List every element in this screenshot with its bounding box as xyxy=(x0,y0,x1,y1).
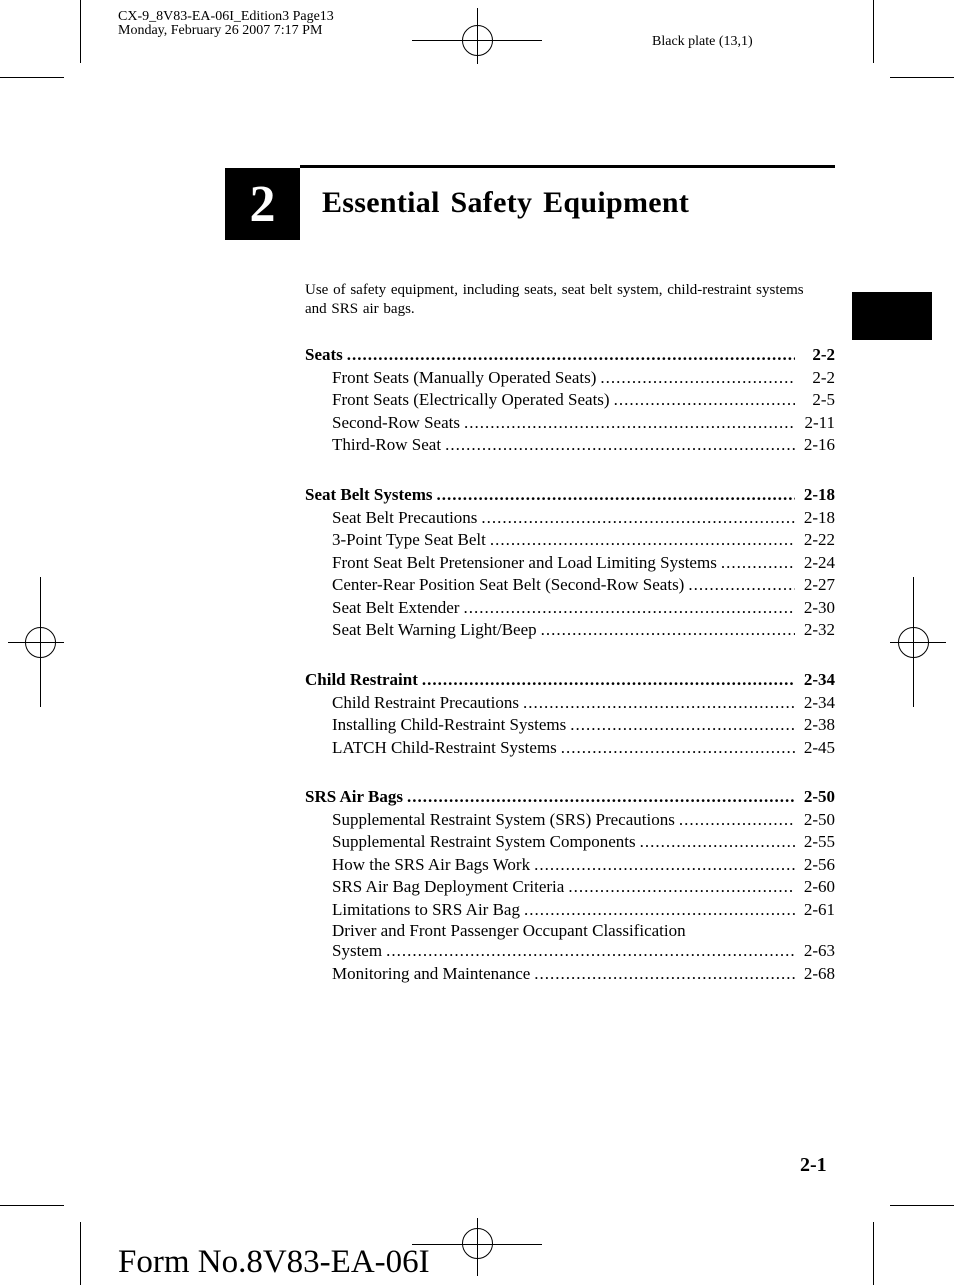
toc-entry-page: 2-18 xyxy=(803,507,835,527)
toc-entry-page: 2-50 xyxy=(803,809,835,829)
toc-entry-title-line1: Driver and Front Passenger Occupant Classification xyxy=(332,921,686,940)
toc-entry-title: Front Seat Belt Pretensioner and Load Limiting Systems xyxy=(332,552,717,572)
toc-section-seats xyxy=(305,344,835,457)
toc-entry[interactable] xyxy=(305,507,835,530)
toc-heading-page: 2-18 xyxy=(803,485,835,504)
toc-entry-page: 2-11 xyxy=(804,412,835,432)
toc-entry[interactable] xyxy=(305,552,835,575)
chapter-number: 2 xyxy=(225,168,300,240)
toc-heading-title: Seats xyxy=(305,345,343,364)
toc-entry[interactable] xyxy=(305,434,835,457)
toc-heading-page: 2-34 xyxy=(803,670,835,689)
toc-entry-title: Seat Belt Warning Light/Beep xyxy=(332,620,537,639)
toc-entry[interactable] xyxy=(305,574,835,597)
intro-paragraph: Use of safety equipment, including seats, seat belt system, child-restraint systems and SRS air bags. xyxy=(305,282,804,317)
toc-entry-page: 2-38 xyxy=(803,715,835,734)
toc-entry[interactable] xyxy=(305,619,835,642)
toc-entry-title: Limitations to SRS Air Bag xyxy=(332,899,520,919)
toc-entry-page: 2-24 xyxy=(803,552,835,572)
toc-heading-title: Child Restraint xyxy=(305,670,418,689)
toc-entry-title: Installing Child-Restraint Systems xyxy=(332,715,567,734)
toc-entry-title: Monitoring and Maintenance xyxy=(332,963,531,983)
toc-entry-page: 2-27 xyxy=(803,575,835,594)
toc-heading[interactable] xyxy=(305,669,835,692)
toc-heading-page: 2-2 xyxy=(812,345,835,364)
toc-heading[interactable] xyxy=(305,484,835,507)
plate-label: Black plate (13,1) xyxy=(652,34,753,49)
toc-entry[interactable] xyxy=(305,809,835,832)
toc-entry-page: 2-32 xyxy=(803,620,835,639)
toc-entry-page: 2-30 xyxy=(803,597,835,617)
toc-entry-page: 2-34 xyxy=(803,692,835,712)
toc-entry-title: Front Seats (Manually Operated Seats) xyxy=(332,367,597,387)
toc-entry-title: Supplemental Restraint System Components xyxy=(332,832,636,851)
toc-entry[interactable] xyxy=(305,854,835,877)
toc-entry-page: 2-2 xyxy=(812,367,835,387)
file-name-line: CX-9_8V83-EA-06I_Edition3 Page13 xyxy=(118,9,334,24)
toc-entry-title: Seat Belt Precautions xyxy=(332,507,478,527)
toc-entry[interactable] xyxy=(305,692,835,715)
toc-entry[interactable] xyxy=(305,529,835,552)
toc-entry-page: 2-56 xyxy=(803,854,835,874)
toc-entry-title: 3-Point Type Seat Belt xyxy=(332,530,486,549)
toc-section-seat-belt-systems xyxy=(305,484,835,642)
toc-entry[interactable] xyxy=(305,714,835,737)
toc-entry-page: 2-22 xyxy=(803,530,835,549)
toc-entry-page: 2-45 xyxy=(803,737,835,757)
toc-entry[interactable] xyxy=(305,412,835,435)
toc-entry[interactable] xyxy=(305,597,835,620)
toc-entry-page: 2-68 xyxy=(803,963,835,983)
toc-entry-title: LATCH Child-Restraint Systems xyxy=(332,737,557,757)
toc-entry[interactable] xyxy=(305,389,835,412)
date-line: Monday, February 26 2007 7:17 PM xyxy=(118,23,323,38)
toc-heading-title: SRS Air Bags xyxy=(305,787,403,806)
toc-section-child-restraint xyxy=(305,669,835,759)
toc-entry[interactable] xyxy=(305,876,835,899)
toc-entry-page: 2-63 xyxy=(803,941,835,960)
toc-entry-title: Seat Belt Extender xyxy=(332,597,460,617)
toc-entry-page: 2-5 xyxy=(812,390,835,409)
toc-entry-title: How the SRS Air Bags Work xyxy=(332,854,531,874)
chapter-side-tab xyxy=(852,292,932,340)
toc-entry[interactable] xyxy=(305,367,835,390)
page-number: 2-1 xyxy=(800,1154,827,1176)
toc-entry[interactable] xyxy=(305,831,835,854)
toc-entry[interactable] xyxy=(305,737,835,760)
toc-heading[interactable] xyxy=(305,344,835,367)
toc-entry-page: 2-16 xyxy=(803,435,835,454)
toc-heading-page: 2-50 xyxy=(803,787,835,806)
toc-entry-title: Third-Row Seat xyxy=(332,435,442,454)
toc-entry-title: SRS Air Bag Deployment Criteria xyxy=(332,877,565,896)
toc-entry-title: Supplemental Restraint System (SRS) Precautions xyxy=(332,809,675,829)
toc-heading-title: Seat Belt Systems xyxy=(305,485,433,504)
toc-entry-page: 2-60 xyxy=(803,877,835,896)
toc-entry-page: 2-61 xyxy=(803,899,835,919)
form-number: Form No.8V83-EA-06I xyxy=(118,1244,430,1280)
toc-entry-multiline[interactable] xyxy=(305,921,835,963)
toc-entry-page: 2-55 xyxy=(803,832,835,851)
toc-entry-title: Front Seats (Electrically Operated Seats) xyxy=(332,390,610,409)
toc-heading[interactable] xyxy=(305,786,835,809)
toc-entry-title: Second-Row Seats xyxy=(332,412,460,432)
chapter-rule xyxy=(300,165,835,168)
toc-section-srs-air-bags xyxy=(305,786,835,985)
chapter-title: Essential Safety Equipment xyxy=(322,186,690,219)
toc-entry-title: Child Restraint Precautions xyxy=(332,692,519,712)
toc-entry-title: Center-Rear Position Seat Belt (Second-Row Seats) xyxy=(332,575,685,594)
toc-entry[interactable] xyxy=(305,963,835,986)
toc-entry[interactable] xyxy=(305,899,835,922)
toc-entry-title: System xyxy=(332,941,383,960)
